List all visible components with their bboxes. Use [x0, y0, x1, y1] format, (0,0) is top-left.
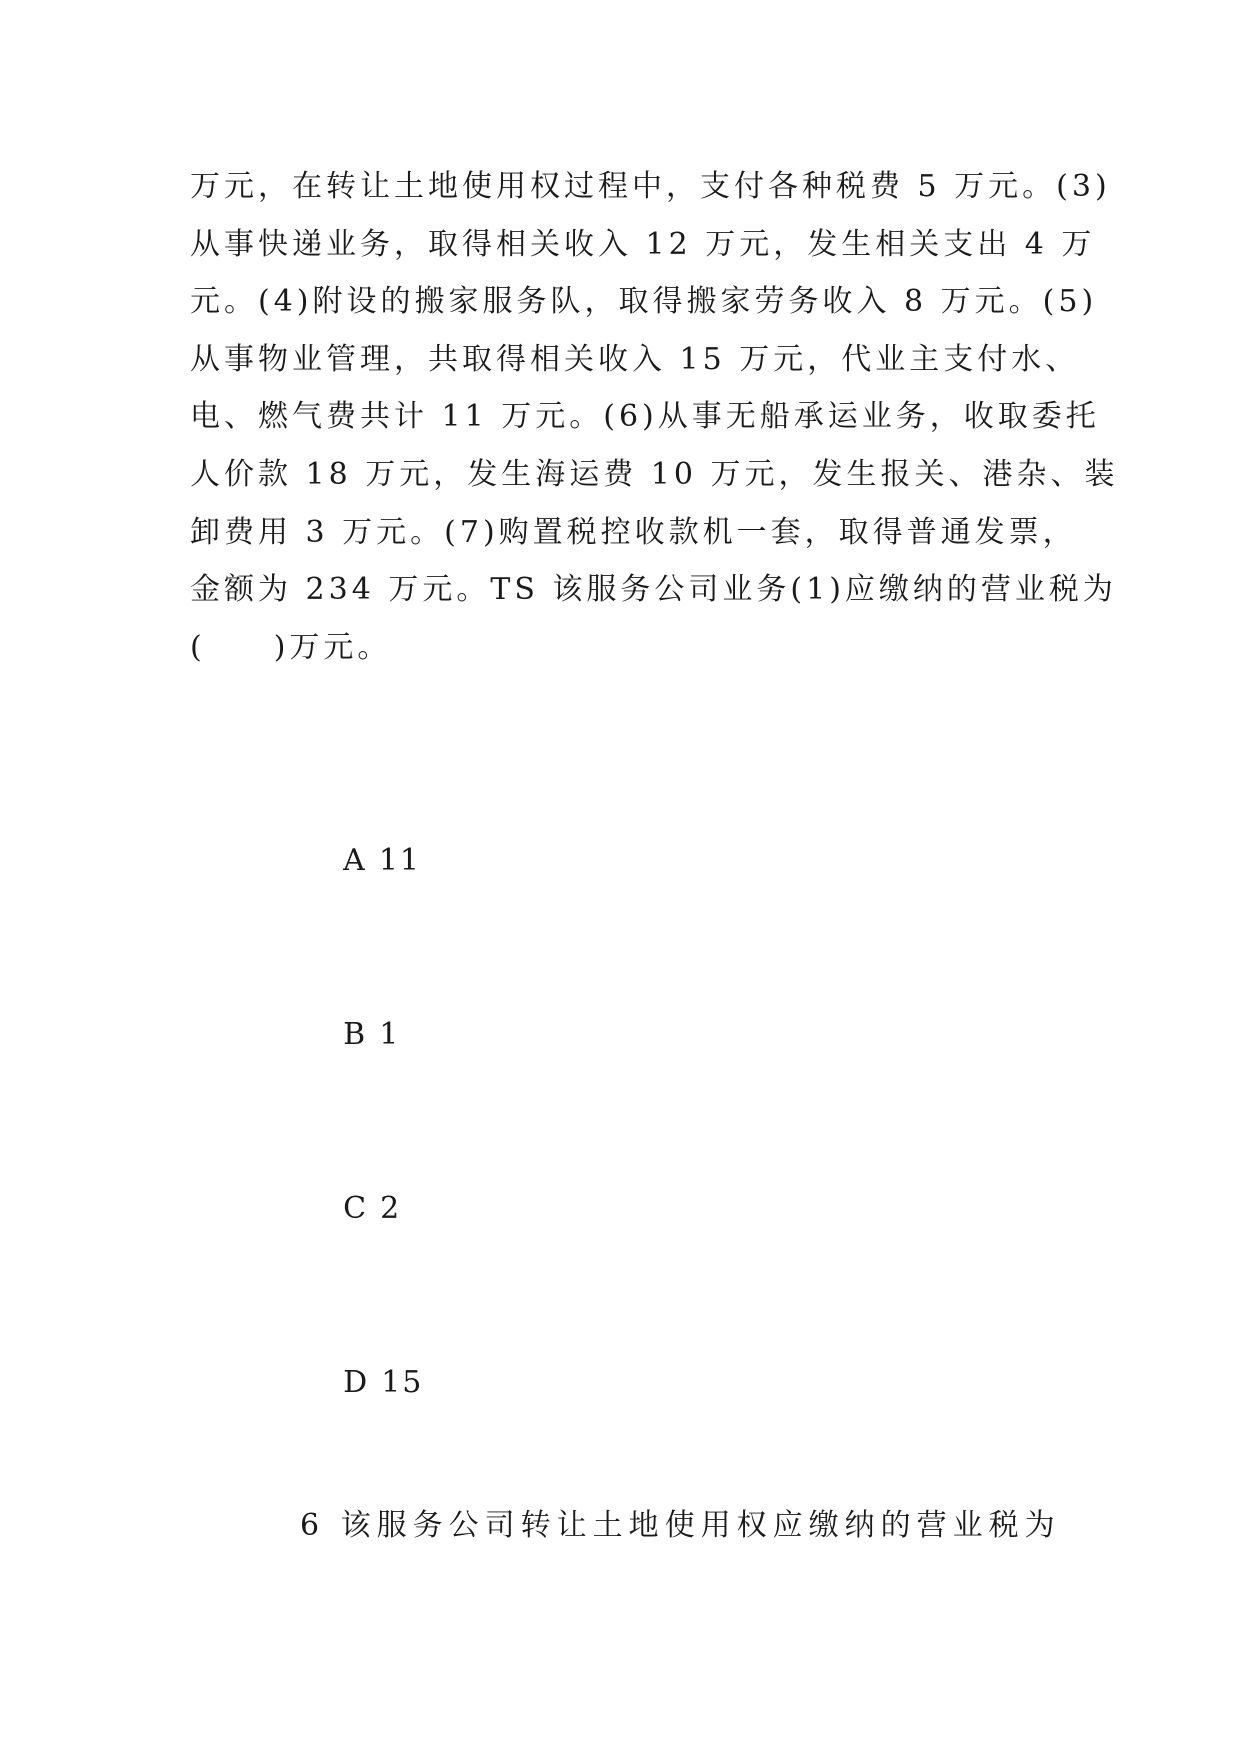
option-letter: B — [343, 1017, 368, 1052]
option-letter: C — [343, 1191, 369, 1226]
paragraph-line: 从事快递业务，取得相关收入 12 万元，发生相关支出 4 万 — [190, 226, 1096, 262]
option-value: 2 — [380, 1191, 402, 1226]
option-b — [297, 982, 400, 1087]
paragraph-line: 卸费用 3 万元。(7)购置税控收款机一套，取得普通发票， — [190, 514, 1077, 550]
option-value: 1 — [379, 1017, 401, 1052]
option-letter: A — [343, 843, 367, 878]
paragraph-line: 金额为 234 万元。TS 该服务公司业务(1)应缴纳的营业税为 — [190, 572, 1117, 608]
paragraph-line: 从事物业管理，共取得相关收入 15 万元，代业主支付水、 — [190, 341, 1080, 377]
option-a — [297, 808, 421, 913]
paragraph-line: ( )万元。 — [190, 629, 392, 665]
paragraph-line: 电、燃气费共计 11 万元。(6)从事无船承运业务，收取委托 — [190, 399, 1100, 435]
question-paragraph — [190, 158, 1119, 676]
paragraph-line: 万元，在转让土地使用权过程中，支付各种税费 5 万元。(3) — [190, 169, 1111, 204]
paragraph-line: 元。(4)附设的搬家服务队，取得搬家劳务收入 8 万元。(5) — [190, 284, 1098, 320]
option-value: 15 — [381, 1365, 424, 1400]
paragraph-line: 人价款 18 万元，发生海运费 10 万元，发生报关、港杂、装 — [190, 456, 1119, 492]
option-value: 11 — [378, 843, 422, 878]
next-question-text: 6 该服务公司转让土地使用权应缴纳的营业税为 — [300, 1508, 1061, 1543]
option-c — [297, 1156, 401, 1261]
option-letter: D — [343, 1365, 370, 1400]
option-d — [297, 1330, 423, 1435]
